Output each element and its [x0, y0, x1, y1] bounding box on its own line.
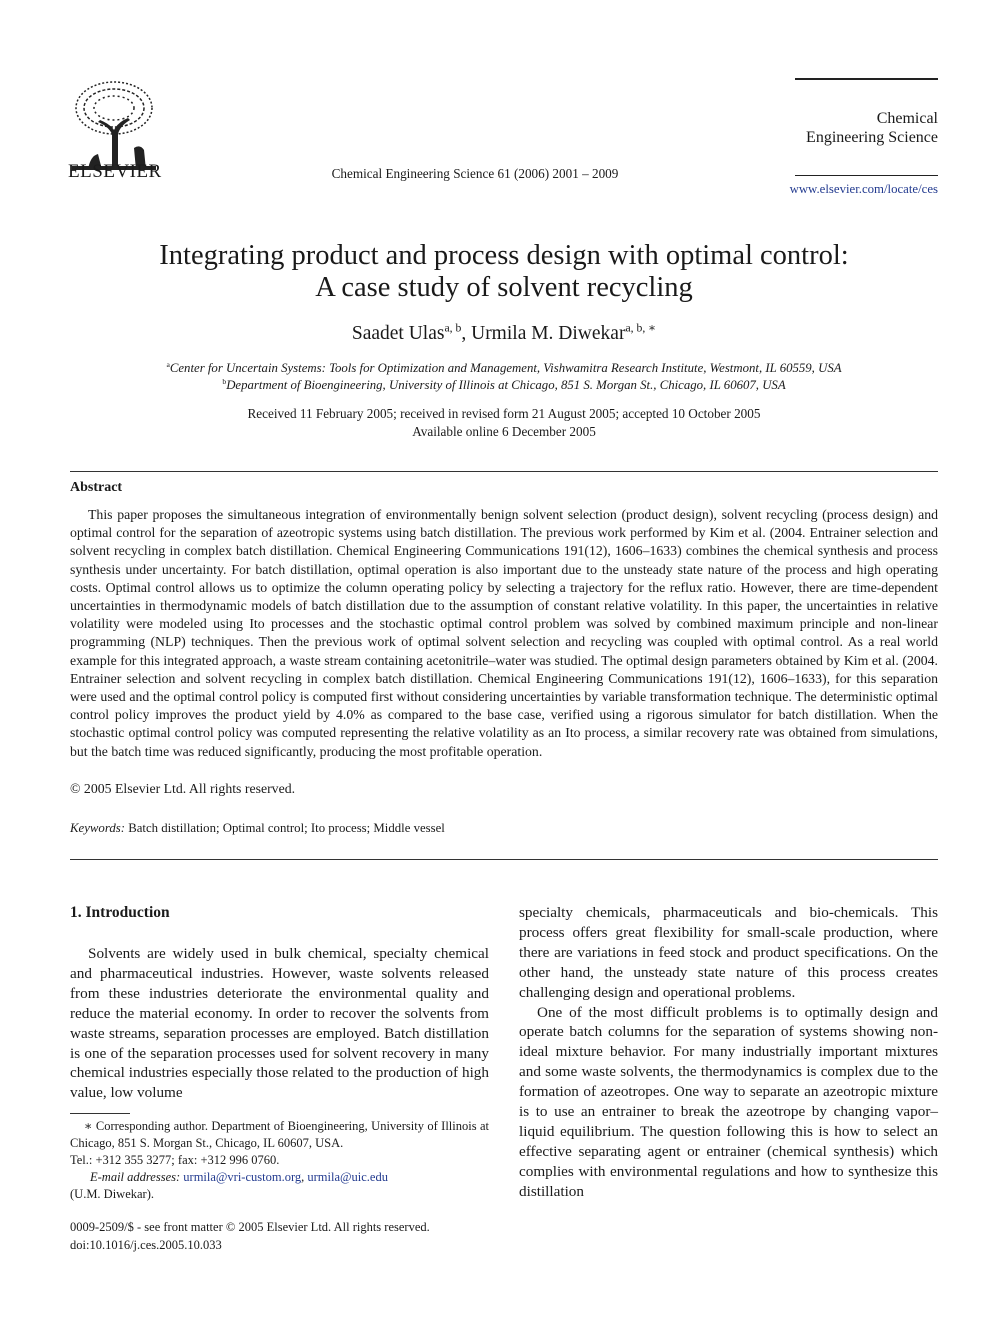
email-separator: ,: [301, 1170, 308, 1184]
doi-line: doi:10.1016/j.ces.2005.10.033: [70, 1238, 222, 1252]
left-column: [70, 944, 489, 1103]
journal-name: [760, 110, 938, 147]
affiliation-b: [70, 378, 938, 393]
author-name: Saadet Ulas: [351, 323, 445, 344]
author-list: [70, 323, 938, 345]
available-online-date: Available online 6 December 2005: [412, 424, 596, 439]
affiliation-marker: b: [222, 377, 227, 387]
keywords-list: Batch distillation; Optimal control; Ito process; Middle vessel: [128, 821, 445, 835]
title-line1: Integrating product and process design with optimal control:: [159, 240, 849, 271]
header-rule: [795, 78, 938, 80]
journal-name-line1: Chemical: [876, 110, 938, 127]
author-name: Urmila M. Diwekar: [471, 323, 626, 344]
issn-block: [70, 1218, 489, 1254]
title-line2: A case study of solvent recycling: [315, 272, 693, 303]
email-label: E-mail addresses:: [90, 1170, 181, 1184]
abstract-heading: Abstract: [70, 480, 123, 495]
abstract-text: This paper proposes the simultaneous integration of environmentally benign solvent selection (product design), solvent recycling (process design) and optimal control for the separation of azeotropic systems using batch distillation. The previous work performed by Kim et al. (2004. Entrainer selection and solvent recycling in complex batch distillation. Chemical Engineering Communications 191(12), 1606–1633) combines the chemical synthesis and process synthesis under uncertainty. For batch distillation, optimal operation is also important due to the unsteady state nature of the process and high operating costs. Optimal control allows us to optimize the column operating policy by selecting a trajectory for the reflux ratio. However, there are time-dependent uncertainties in thermodynamic models of batch distillation due to the assumption of constant relative volatility. In this paper, the uncertainties in relative volatility were modeled using Ito processes and the stochastic optimal control problem was solved by combined maximum principle and non-linear programming (NLP) techniques. Then the previous work of optimal solvent selection and recycling was coupled with optimal control. As a real world example for this integrated approach, a waste stream containing acetonitrile–water was studied. The optimal design parameters obtained by Kim et al. (2004. Entrainer selection and solvent recycling in complex batch distillation. Chemical Engineering Communications 191(12), 1606–1633), for this separation were used and the optimal control policy is computed first without considering uncertainties by variable transformation technique. The deterministic optimal control policy improves the product yield by 4.0% as compared to the base case, verified using a rigorous simulator for batch distillation. When the stochastic optimal control policy was computed representing the relative volatility as an Ito process, a similar recovery rate was obtained from simulations, but the batch time was reduced significantly, producing the most profitable operation.: [70, 507, 938, 759]
issn-line: 0009-2509/$ - see front matter © 2005 Elsevier Ltd. All rights reserved.: [70, 1220, 430, 1234]
right-column: [519, 903, 938, 1202]
publisher-name: ELSEVIER: [68, 161, 162, 182]
footnote-email: [70, 1169, 489, 1186]
divider: [70, 471, 938, 472]
article-title: [70, 240, 938, 304]
journal-reference: Chemical Engineering Science 61 (2006) 2001 – 2009: [331, 166, 619, 181]
received-dates: Received 11 February 2005; received in revised form 21 August 2005; accepted 10 October 2005: [247, 406, 761, 421]
journal-url-link[interactable]: www.elsevier.com/locate/ces: [789, 182, 938, 196]
paragraph: specialty chemicals, pharmaceuticals and bio-chemicals. This process offers great flexibility for small-scale production, where there are variations in feed stock and product specifications. On the other hand, the unsteady state nature of this process creates challenging design and operational problems.: [519, 904, 938, 1001]
abstract-copyright: © 2005 Elsevier Ltd. All rights reserved.: [70, 781, 296, 796]
section-heading-introduction: 1. Introduction: [70, 904, 170, 921]
email-owner: (U.M. Diwekar).: [70, 1187, 155, 1201]
paragraph: One of the most difficult problems is to optimally design and operate batch columns for the separation of systems showing non-ideal mixture behavior. For many industrially important mixtures and some waste solvents, the thermodynamics is complex due to the formation of azeotropes. One way to separate an azeotropic mixture is to use an entrainer to break the azeotrope by changing vapor–liquid equilibrium. The question following this is how to select an effective separating agent or entrainer (chemical synthesis) which complies with environmental regulations and how to synthesize this distillation: [519, 1003, 938, 1200]
journal-name-line2: Engineering Science: [806, 128, 938, 146]
affiliation-a: [70, 361, 938, 376]
url-rule: [795, 175, 938, 176]
footnote: [70, 1118, 489, 1203]
footnote-corresponding: ∗ Corresponding author. Department of Bioengineering, University of Illinois at Chicago, 851 S. Morgan St., Chicago, IL 60607, USA.: [70, 1119, 489, 1150]
keywords-label: Keywords:: [70, 821, 125, 835]
affiliation-text: Department of Bioengineering, University of Illinois at Chicago, 851 S. Morgan St., Chicago, IL 60607, USA: [226, 378, 786, 392]
email-link[interactable]: urmila@vri-custom.org: [183, 1170, 302, 1184]
affiliation-marker: a: [166, 360, 170, 370]
author-affiliation-marker: a, b, ∗: [625, 321, 657, 335]
author-separator: ,: [461, 323, 472, 344]
paragraph: Solvents are widely used in bulk chemical, specialty chemical and pharmaceutical industries. However, waste solvents released from these industries deteriorate the environmental quality and reduce the material economy. In order to recover the solvents from waste streams, separation processes are employed. Batch distillation is one of the separation processes used for solvent recovery in many chemical industries especially those related to the production of high value, low volume: [70, 945, 489, 1102]
affiliation-text: Center for Uncertain Systems: Tools for Optimization and Management, Vishwamitra Research Institute, Westmont, IL 60559, USA: [169, 361, 842, 375]
footnote-phone: Tel.: +312 355 3277; fax: +312 996 0760.: [70, 1153, 280, 1167]
footnote-rule: [70, 1113, 130, 1114]
keywords: [70, 821, 445, 836]
email-link[interactable]: urmila@uic.edu: [307, 1170, 388, 1184]
author-affiliation-marker: a, b: [444, 321, 462, 335]
divider: [70, 859, 938, 860]
